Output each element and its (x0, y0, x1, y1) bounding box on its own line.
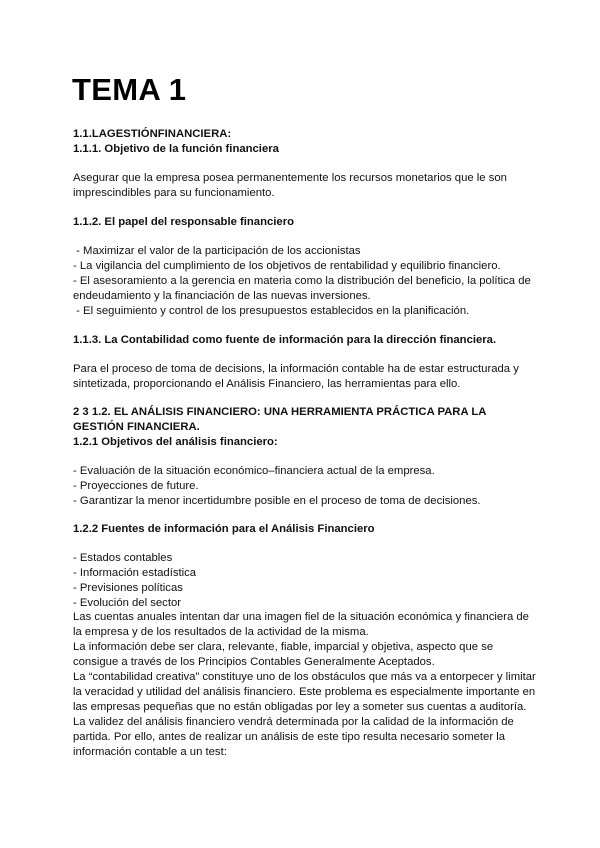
list-item: - Proyecciones de future. (73, 480, 199, 492)
subsection-heading: 1.1.1. Objetivo de la función financiera (73, 143, 279, 155)
subsection-heading: 1.2.2 Fuentes de información para el Análisis Financiero (73, 523, 375, 535)
paragraph-line: Para el proceso de toma de decisions, la información contable ha de estar estructurada y (73, 363, 519, 375)
paragraph-line: La validez del análisis financiero vendrá determinada por la calidad de la información de (73, 716, 514, 728)
list-item: endeudamiento y la financiación de las nuevas inversiones. (73, 290, 371, 302)
list-item: - Estados contables (73, 552, 173, 564)
paragraph-line: consigue a través de los Principios Contables Generalmente Aceptados. (73, 656, 435, 668)
paragraph-line: Asegurar que la empresa posea permanentemente los recursos monetarios que le son (73, 172, 507, 184)
paragraph-line: información contable a un test: (73, 746, 227, 758)
list-item: - La vigilancia del cumplimiento de los objetivos de rentabilidad y equilibrio financiero. (73, 260, 501, 272)
paragraph-line: las empresas pequeñas que no están obligadas por ley a someter sus cuentas a auditoría. (73, 701, 527, 713)
list-item: - Maximizar el valor de la participación de los accionistas (73, 245, 361, 257)
paragraph-line: la veracidad y utilidad del análisis financiero. Este problema es especialmente importante en (73, 686, 536, 698)
subsection-heading: 1.1.3. La Contabilidad como fuente de información para la dirección financiera. (73, 334, 497, 346)
section-heading: 2 3 1.2. EL ANÁLISIS FINANCIERO: UNA HERRAMIENTA PRÁCTICA PARA LA (73, 406, 487, 418)
paragraph-line: la empresa y de los resultados de la actividad de la misma. (73, 626, 369, 638)
paragraph-line: Las cuentas anuales intentan dar una imagen fiel de la situación económica y financiera de (73, 611, 529, 623)
list-item: - El asesoramiento a la gerencia en materia como la distribución del beneficio, la política de (73, 275, 531, 287)
paragraph-line: imprescindibles para su funcionamiento. (73, 187, 275, 199)
list-item: - Evaluación de la situación económico–financiera actual de la empresa. (73, 465, 435, 477)
section-heading: GESTIÓN FINANCIERA. (73, 421, 200, 433)
subsection-heading: 1.2.1 Objetivos del análisis financiero: (73, 436, 278, 448)
list-item: - Garantizar la menor incertidumbre posible en el proceso de toma de decisiones. (73, 495, 481, 507)
subsection-heading: 1.1.2. El papel del responsable financiero (73, 216, 294, 228)
list-item: - Evolución del sector (73, 597, 181, 609)
paragraph-line: partida. Por ello, antes de realizar un análisis de este tipo resulta necesario someter la (73, 731, 506, 743)
list-item: - Información estadística (73, 567, 197, 579)
section-heading: 1.1.LAGESTIÓNFINANCIERA: (73, 128, 232, 140)
list-item: - Previsiones políticas (73, 582, 183, 594)
list-item: - El seguimiento y control de los presupuestos establecidos en la planificación. (73, 305, 470, 317)
paragraph-line: La información debe ser clara, relevante, fiable, imparcial y objetiva, aspecto que se (73, 641, 494, 653)
paragraph-line: sintetizada, proporcionando el Análisis Financiero, las herramientas para ello. (73, 378, 461, 390)
document-title: TEMA 1 (72, 72, 187, 107)
paragraph-line: La “contabilidad creativa” constituye uno de los obstáculos que más va a entorpecer y limitar (73, 671, 536, 683)
